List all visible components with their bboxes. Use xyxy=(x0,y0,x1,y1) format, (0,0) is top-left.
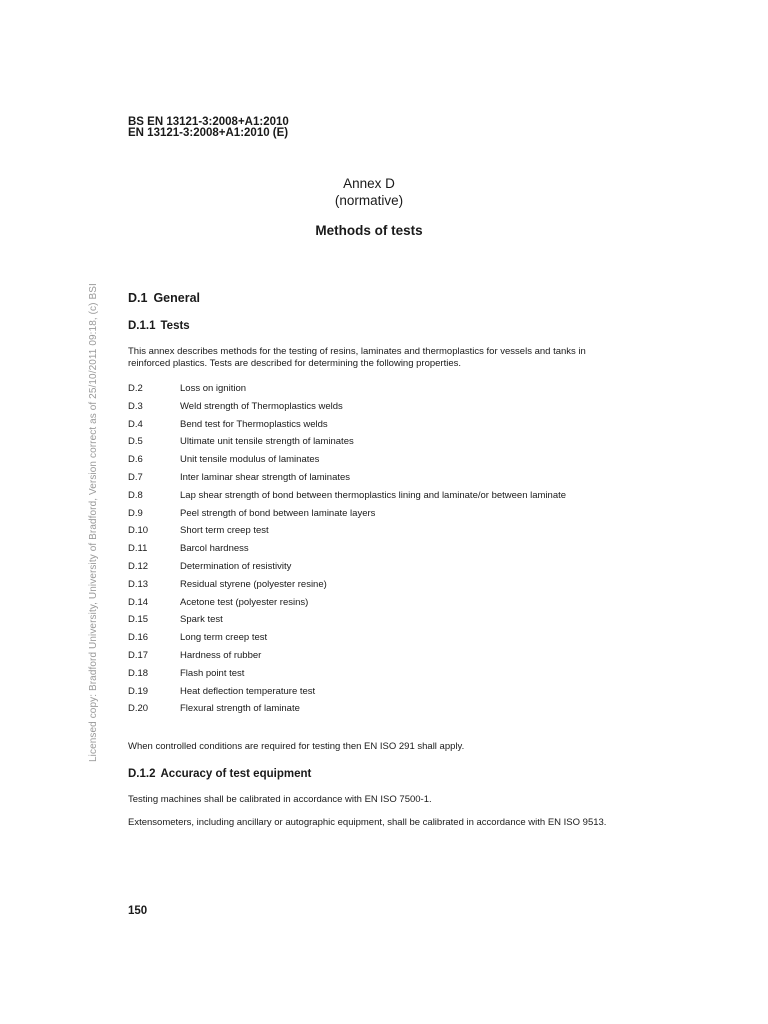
test-code: D.11 xyxy=(128,543,148,555)
test-name: Barcol hardness xyxy=(180,543,249,555)
test-list-item xyxy=(128,614,608,632)
test-code: D.10 xyxy=(128,525,149,537)
test-code: D.7 xyxy=(128,471,143,483)
test-name: Long term creep test xyxy=(180,632,268,644)
test-code: D.17 xyxy=(128,649,149,661)
test-name: Bend test for Thermoplastics welds xyxy=(180,418,328,430)
test-code: D.8 xyxy=(128,489,143,501)
test-name: Lap shear strength of bond between thermoplastics lining and laminate/or between laminate xyxy=(180,489,567,501)
standard-reference-en: EN 13121-3:2008+A1:2010 (E) xyxy=(128,127,289,139)
test-name: Ultimate unit tensile strength of laminates xyxy=(180,436,354,448)
test-code: D.2 xyxy=(128,383,143,394)
subsection-heading-tests xyxy=(128,320,190,332)
test-name: Peel strength of bond between laminate layers xyxy=(180,507,376,519)
test-list-item xyxy=(128,490,608,508)
test-list-item xyxy=(128,632,608,650)
test-name: Loss on ignition xyxy=(180,383,247,394)
subsection-title: Accuracy of test equipment xyxy=(160,768,312,780)
test-list-item xyxy=(128,383,608,401)
test-name: Spark test xyxy=(180,614,223,626)
test-list-item xyxy=(128,419,608,437)
test-list-item xyxy=(128,454,608,472)
controlled-conditions-paragraph: When controlled conditions are required for testing then EN ISO 291 shall apply. xyxy=(128,741,465,752)
standard-reference-bs: BS EN 13121-3:2008+A1:2010 xyxy=(128,116,289,128)
annex-heading: Methods of tests xyxy=(315,223,423,238)
test-code: D.14 xyxy=(128,596,149,608)
test-name: Acetone test (polyester resins) xyxy=(180,596,309,608)
test-name: Flash point test xyxy=(180,667,245,679)
standard-reference xyxy=(128,117,289,139)
test-code: D.12 xyxy=(128,560,149,572)
test-list-item xyxy=(128,650,608,668)
test-code: D.18 xyxy=(128,667,149,679)
test-code: D.20 xyxy=(128,703,149,715)
test-code: D.4 xyxy=(128,418,143,430)
test-name: Hardness of rubber xyxy=(180,649,262,661)
test-list-item xyxy=(128,543,608,561)
test-list-item xyxy=(128,561,608,579)
subsection-number: D.1.1 xyxy=(128,320,156,332)
test-list xyxy=(128,383,608,721)
test-code: D.16 xyxy=(128,632,149,644)
subsection-number: D.1.2 xyxy=(128,768,156,780)
license-watermark: Licensed copy: Bradford University, University of Bradford, Version correct as of 25/10/2011 09:18, (c) BSI xyxy=(88,283,99,762)
test-name: Residual styrene (polyester resine) xyxy=(180,578,327,590)
test-code: D.13 xyxy=(128,578,149,590)
test-name: Unit tensile modulus of laminates xyxy=(180,454,320,466)
intro-paragraph: This annex describes methods for the testing of resins, laminates and thermoplastics for vessels and tanks in reinforced plastics. Tests are described for determining the following properties. xyxy=(128,346,586,369)
test-list-item xyxy=(128,472,608,490)
annex-name: Annex D xyxy=(343,176,395,191)
test-list-item xyxy=(128,525,608,543)
test-name: Short term creep test xyxy=(180,525,269,537)
test-list-item xyxy=(128,668,608,686)
test-list-item xyxy=(128,508,608,526)
test-name: Weld strength of Thermoplastics welds xyxy=(180,400,343,412)
annex-type: (normative) xyxy=(334,193,404,208)
test-name: Inter laminar shear strength of laminates xyxy=(180,471,351,483)
section-number: D.1 xyxy=(128,291,148,305)
test-code: D.6 xyxy=(128,454,143,466)
test-list-item xyxy=(128,703,608,721)
test-code: D.9 xyxy=(128,507,143,519)
extensometer-paragraph: Extensometers, including ancillary or autographic equipment, shall be calibrated in accordance with EN ISO 9513. xyxy=(128,817,607,828)
test-name: Flexural strength of laminate xyxy=(180,703,300,715)
test-name: Determination of resistivity xyxy=(180,560,292,572)
test-code: D.5 xyxy=(128,436,143,448)
test-list-item xyxy=(128,401,608,419)
test-code: D.15 xyxy=(128,614,149,626)
subsection-heading-accuracy xyxy=(128,768,311,780)
test-list-item xyxy=(128,686,608,704)
subsection-title: Tests xyxy=(160,320,190,332)
test-code: D.19 xyxy=(128,685,149,697)
test-list-item xyxy=(128,579,608,597)
section-title: General xyxy=(153,291,201,305)
page-number: 150 xyxy=(128,905,148,917)
section-heading-general xyxy=(128,291,200,305)
test-name: Heat deflection temperature test xyxy=(180,685,316,697)
calibration-paragraph: Testing machines shall be calibrated in accordance with EN ISO 7500-1. xyxy=(128,794,432,805)
test-list-item xyxy=(128,597,608,615)
test-list-item xyxy=(128,436,608,454)
test-code: D.3 xyxy=(128,400,143,412)
